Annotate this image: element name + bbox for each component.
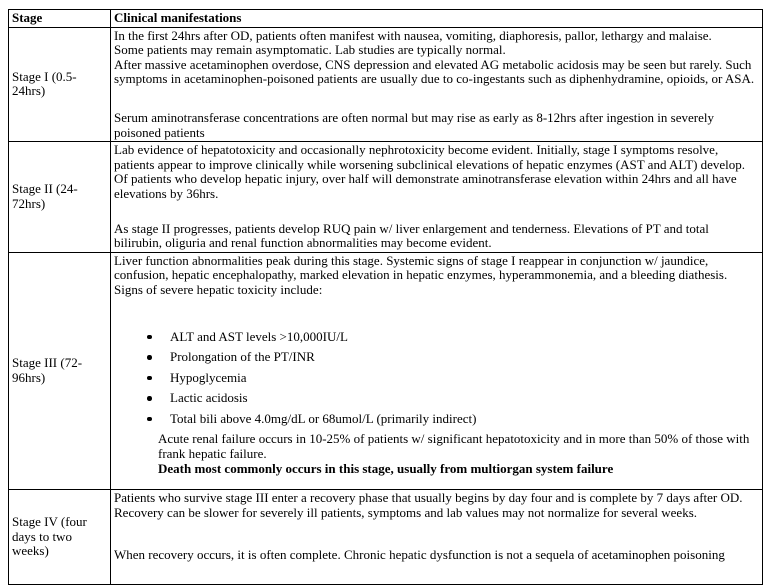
paragraph: After massive acetaminophen overdose, CNS depression and elevated AG metabolic acidosis may be seen but rarely. Such symptoms in acetaminophen-poisoned patients are usually due to co-ingestants such as diphenhydramine, opioids, or ASA. [114,56,755,87]
paragraph: Signs of severe hepatic toxicity include: [114,281,323,297]
stage-4-manifestations-cell [111,490,763,585]
table-row-stage-2 [9,142,763,253]
spacer [114,298,759,322]
paragraph: Serum aminotransferase concentrations are often normal but may rise as early as 8-12hrs after ingestion in severely poisoned patients [114,109,714,140]
stage-3-manifestations-cell [111,252,763,490]
stage-2-label: Stage II (24-72hrs) [9,142,111,253]
paragraph: As stage II progresses, patients develop RUQ pain w/ liver enlargement and tenderness. Elevations of PT and total bilirubin, oliguria and renal function abnormalities may become evident. [114,220,709,251]
death-emphasis-line: Death most commonly occurs in this stage, usually from multiorgan system failure [158,460,614,476]
paragraph: Liver function abnormalities peak during this stage. Systemic signs of stage I reappear in conjunction w/ jaundice, confusion, hepatic encephalopathy, marked elevation in hepatic enzymes, hyperammonemia, and a bleeding diathesis. [114,252,728,283]
bullet-item: Hypoglycemia [147,371,759,386]
bullet-item: Lactic acidosis [147,391,759,406]
bullet-item: ALT and AST levels >10,000IU/L [147,330,759,345]
table-row-stage-4 [9,490,763,585]
stage-1-manifestations-cell [111,27,763,142]
paragraph: When recovery occurs, it is often complete. Chronic hepatic dysfunction is not a sequela of acetaminophen poisoning [114,547,725,563]
paragraph: Lab evidence of hepatotoxicity and occasionally nephrotoxicity become evident. Initially, stage I symptoms resolve, patients appear to improve clinically while worsening subclinical elevations of hepatic enzymes (AST and ALT) develop. [114,142,746,172]
spacer [114,520,759,548]
table-row-stage-1 [9,27,763,142]
stage-4-label: Stage IV (four days to two weeks) [9,490,111,585]
spacer [114,476,759,488]
table-row-stage-3 [9,252,763,490]
spacer [114,202,759,222]
stage-column-header: Stage [9,10,111,28]
spacer [114,563,759,583]
bullet-item: Total bili above 4.0mg/dL or 68umol/L (primarily indirect) [147,412,759,427]
stage-1-label: Stage I (0.5-24hrs) [9,27,111,142]
table-header-row [9,10,763,28]
paragraph: Of patients who develop hepatic injury, over half will demonstrate aminotransferase elevation within 24hrs and all have elevations by 36hrs. [114,171,737,201]
renal-failure-note: Acute renal failure occurs in 10-25% of patients w/ significant hepatotoxicity and in more than 50% of those with frank hepatic failure. [158,431,750,462]
acetaminophen-staging-table [8,9,763,585]
manifestations-column-header: Clinical manifestations [111,10,763,28]
spacer [114,87,759,111]
paragraph: In the first 24hrs after OD, patients often manifest with nausea, vomiting, diaphoresis, pallor, lethargy and malaise. [114,27,712,43]
bullet-item: Prolongation of the PT/INR [147,350,759,365]
stage-2-manifestations-cell [111,142,763,253]
stage-3-label: Stage III (72-96hrs) [9,252,111,490]
paragraph: Patients who survive stage III enter a recovery phase that usually begins by day four and is complete by 7 days after OD. Recovery can be slower for severely ill patients, symptoms and lab values may not normalize for several weeks. [114,490,743,520]
severe-toxicity-bullet-list [114,330,759,427]
paragraph: Some patients may remain asymptomatic. Lab studies are typically normal. [114,42,506,58]
